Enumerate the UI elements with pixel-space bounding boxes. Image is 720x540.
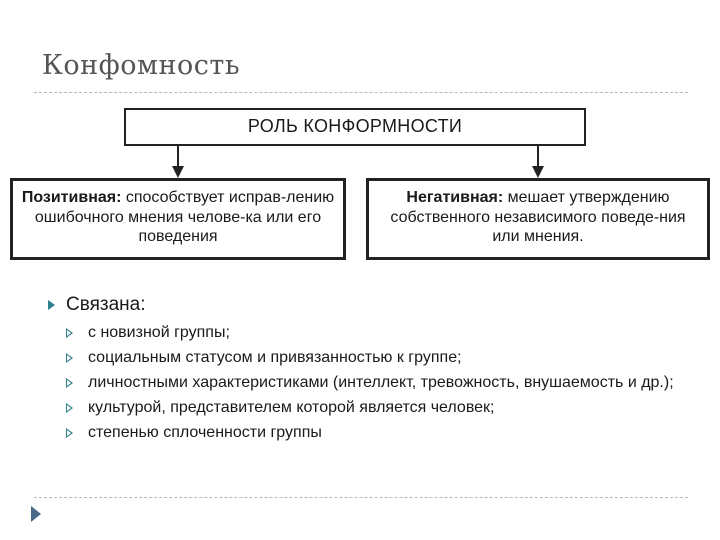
bottom-divider	[34, 497, 688, 498]
bullet-icon	[66, 403, 73, 413]
list-item-text: личностными характеристиками (интеллект, тревожность, внушаемость и др.);	[88, 374, 674, 391]
list-item-text: культурой, представителем которой является человек;	[88, 399, 495, 416]
list-item-text: социальным статусом и привязанностью к группе;	[88, 349, 462, 366]
positive-box	[10, 178, 346, 260]
list-heading: Связана:	[66, 294, 146, 315]
positive-label: Позитивная:	[21, 189, 126, 206]
bullet-icon	[66, 428, 73, 438]
list-item-text: степенью сплоченности группы	[88, 424, 322, 441]
list-item	[66, 347, 686, 368]
negative-box	[366, 178, 710, 260]
list-item	[66, 322, 686, 343]
list-item	[66, 397, 686, 418]
negative-text: мешает утверждению собственного независимого поведе-ния или мнения.	[390, 189, 686, 246]
negative-label: Негативная:	[406, 189, 508, 206]
bullet-icon	[48, 300, 55, 310]
right-arrow-head	[532, 166, 544, 178]
bullet-icon	[66, 378, 73, 388]
slide-title: Конфомность	[42, 50, 241, 81]
positive-text: способствует исправ-лению ошибочного мнения челове-ка или его поведения	[34, 189, 335, 246]
root-box	[124, 108, 586, 146]
list-item	[66, 372, 686, 393]
bullet-icon	[66, 328, 73, 338]
bullet-icon	[66, 353, 73, 363]
next-slide-icon[interactable]	[31, 506, 41, 522]
root-label: РОЛЬ КОНФОРМНОСТИ	[247, 116, 463, 137]
left-arrow-head	[172, 166, 184, 178]
list-item	[66, 422, 686, 443]
related-factors-list	[66, 322, 686, 447]
list-item-text: с новизной группы;	[88, 324, 230, 341]
